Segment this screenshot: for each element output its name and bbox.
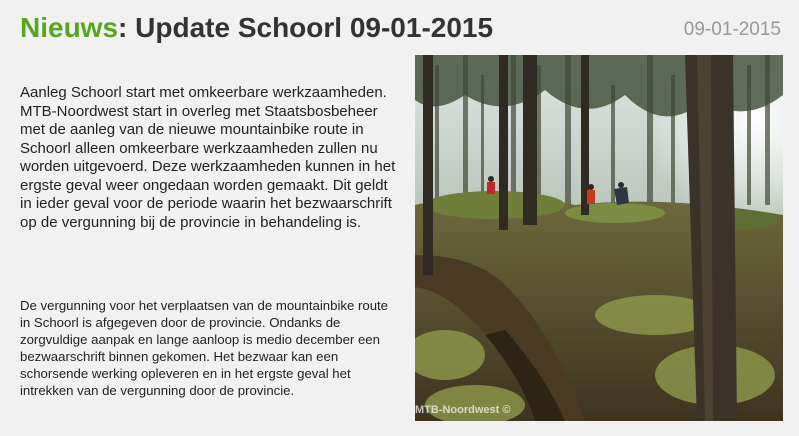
intro-paragraph: Aanleg Schoorl start met omkeerbare werkzaamheden. MTB-Noordwest start in overleg met Staatsbosbeheer met de aanleg van de nieuwe mountainbike route in Schoorl alleen omkeerbare werkzaamheden zullen nu worden uitgevoerd. Deze werkzaamheden kunnen in het ergste geval weer ongedaan worden gemaakt. Dit geldt in ieder geval voor de periode waarin het bezwaarschrift op de vergunning bij de provincie in behandeling is. [20,84,396,231]
body-paragraph: De vergunning voor het verplaatsen van de mountainbike route in Schoorl is afgegeven door de provincie. Ondanks de zorgvuldige aanpak en lange aanloop is medio december een bezwaarschrift binnen gekomen. Het bezwaar kan een schorsende werking opleveren en in het ergste geval het intrekken van de vergunning door de provincie. [20,298,389,398]
title-text: Update Schoorl 09-01-2015 [127,12,494,43]
title-separator: : [118,12,128,43]
category-label[interactable]: Nieuws [20,12,119,43]
article-title [20,12,493,44]
article-date: 09-01-2015 [683,19,781,40]
photo-credit: MTB-Noordwest © [415,404,511,416]
forest-photo-illustration [415,55,783,421]
article-photo [415,55,783,421]
